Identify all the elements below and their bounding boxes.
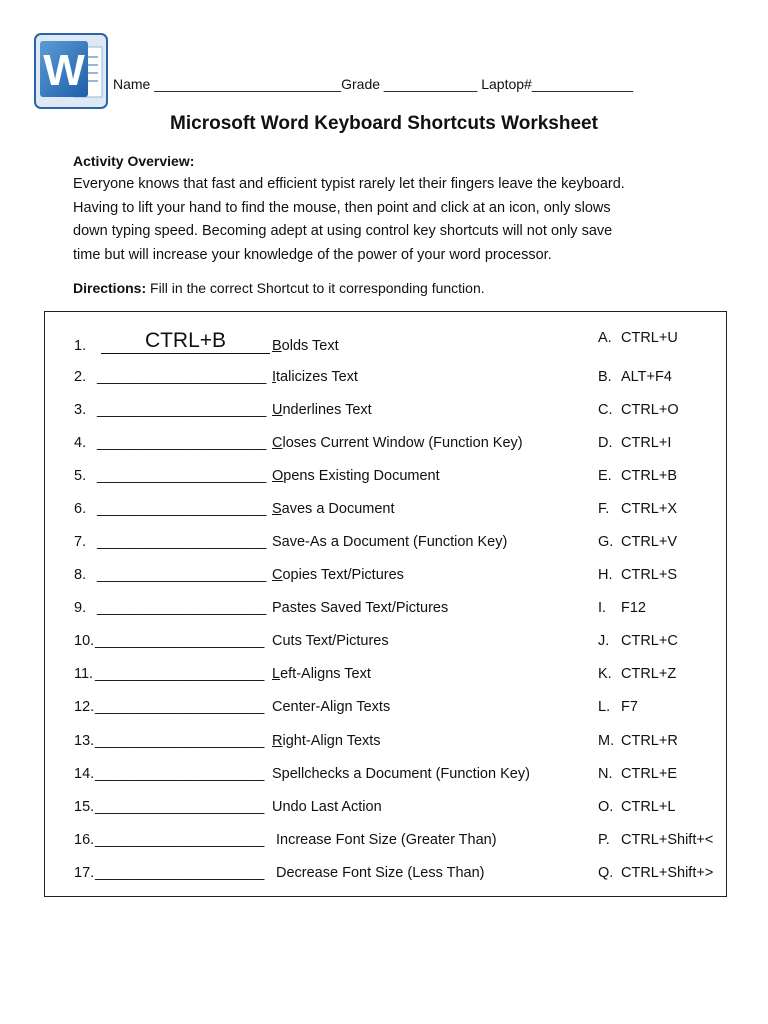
answer-blank[interactable]: _____________________ [95,799,265,815]
answer-letter: B. [598,369,612,385]
row-function: Left-Aligns Text [272,666,371,682]
row-number: 14. [74,766,95,782]
row-function: Bolds Text [272,338,339,354]
answer-shortcut: CTRL+Shift+< [621,832,714,848]
answer-shortcut: CTRL+O [621,402,679,418]
answer-letter: D. [598,435,613,451]
row-function: Saves a Document [272,501,395,517]
directions-label: Directions: [73,280,147,296]
shortcut-table [44,311,727,897]
answer-blank[interactable]: _____________________ [95,633,265,649]
answer-blank[interactable]: _____________________ [97,501,267,517]
answer-shortcut: CTRL+S [621,567,678,583]
table-row [45,733,726,757]
row-function: Right-Align Texts [272,733,381,749]
answer-shortcut: CTRL+R [621,733,678,749]
answer-shortcut: CTRL+E [621,766,678,782]
row-number: 10. [74,633,95,649]
table-row [45,865,726,889]
answer-letter: A. [598,330,612,346]
row-number: 1. [74,338,87,354]
answer-shortcut: CTRL+C [621,633,678,649]
row-number: 12. [74,699,95,715]
row-function: Increase Font Size (Greater Than) [276,832,497,848]
answer-letter: I. [598,600,607,616]
table-row [45,699,726,723]
logo-letter: W [43,46,85,95]
answer-letter: C. [598,402,613,418]
directions-text: Fill in the correct Shortcut to it corresponding function. [146,280,485,296]
row-number: 7. [74,534,87,550]
row-number: 8. [74,567,87,583]
answer-blank[interactable]: _____________________ [97,435,267,451]
table-row [45,534,726,558]
row-function: Copies Text/Pictures [272,567,404,583]
overview-line: down typing speed. Becoming adept at using control key shortcuts will not only save [73,223,613,239]
answer-letter: F. [598,501,610,517]
row-function: Opens Existing Document [272,468,440,484]
answer-blank[interactable]: _____________________ [95,733,265,749]
row-number: 4. [74,435,87,451]
row-number: 13. [74,733,95,749]
table-row [45,766,726,790]
table-row [45,435,726,459]
table-row [45,329,726,360]
table-row [45,666,726,690]
row-number: 6. [74,501,87,517]
row-number: 15. [74,799,95,815]
answer-shortcut: F12 [621,600,646,616]
answer-shortcut: CTRL+Shift+> [621,865,714,881]
answer-blank[interactable]: _____________________ [95,699,265,715]
answer-blank[interactable]: _____________________ [95,766,265,782]
row-function: Cuts Text/Pictures [272,633,389,649]
answer-shortcut: ALT+F4 [621,369,672,385]
row-number: 16. [74,832,95,848]
word-logo-icon [34,33,108,109]
answer-letter: M. [598,733,615,749]
answer-letter: E. [598,468,612,484]
row-function: Spellchecks a Document (Function Key) [272,766,530,782]
answer-letter: H. [598,567,613,583]
example-answer: CTRL+B [101,329,270,354]
answer-shortcut: CTRL+B [621,468,678,484]
answer-blank[interactable]: _____________________ [95,832,265,848]
table-row [45,799,726,823]
answer-shortcut: CTRL+V [621,534,678,550]
answer-letter: K. [598,666,612,682]
row-number: 9. [74,600,87,616]
page-title: Microsoft Word Keyboard Shortcuts Worksheet [170,113,598,134]
answer-letter: L. [598,699,611,715]
table-row [45,567,726,591]
overview-line: Having to lift your hand to find the mouse, then point and click at an icon, only slows [73,199,611,216]
answer-shortcut: CTRL+U [621,330,678,346]
row-function: Closes Current Window (Function Key) [272,435,523,451]
overview-line: time but will increase your knowledge of the power of your word processor. [73,246,552,263]
row-function: Center-Align Texts [272,699,391,715]
answer-letter: Q. [598,865,614,881]
answer-blank[interactable]: _____________________ [97,402,267,418]
row-number: 17. [74,865,95,881]
row-function: Italicizes Text [272,369,358,385]
row-function: Decrease Font Size (Less Than) [276,865,485,881]
answer-shortcut: CTRL+Z [621,666,677,682]
overview-line: Everyone knows that fast and efficient typist rarely let their fingers leave the keyboard. [73,176,625,192]
answer-shortcut: CTRL+I [621,435,672,451]
answer-shortcut: F7 [621,699,638,715]
overview-label: Activity Overview: [73,153,195,169]
answer-letter: O. [598,799,614,815]
row-number: 2. [74,369,87,385]
table-row [45,402,726,426]
answer-blank[interactable]: _____________________ [97,534,267,550]
row-function: Underlines Text [272,402,372,418]
row-function: Pastes Saved Text/Pictures [272,600,449,616]
row-function: Save-As a Document (Function Key) [272,534,508,550]
table-row [45,633,726,657]
answer-letter: G. [598,534,614,550]
overview-text [73,173,713,267]
table-row [45,832,726,856]
answer-shortcut: CTRL+L [621,799,676,815]
answer-blank[interactable]: _____________________ [95,666,265,682]
answer-letter: P. [598,832,610,848]
row-function: Undo Last Action [272,799,382,815]
table-row [45,501,726,525]
answer-shortcut: CTRL+X [621,501,678,517]
answer-letter: N. [598,766,613,782]
answer-blank[interactable]: _____________________ [97,600,267,616]
name-grade-laptop-line: Name ________________________Grade ____________ Laptop#_____________ [113,76,634,92]
table-row [45,369,726,393]
answer-blank[interactable]: _____________________ [97,369,267,385]
row-number: 11. [74,666,94,682]
answer-blank[interactable]: _____________________ [95,865,265,881]
directions [73,280,485,296]
answer-blank[interactable]: _____________________ [97,468,267,484]
row-number: 5. [74,468,87,484]
answer-letter: J. [598,633,610,649]
row-number: 3. [74,402,87,418]
table-row [45,468,726,492]
answer-blank[interactable]: _____________________ [97,567,267,583]
table-row [45,600,726,624]
